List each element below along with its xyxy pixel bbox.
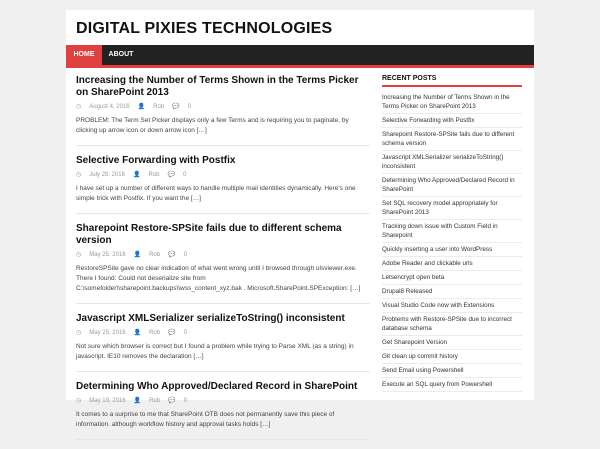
post-date: May 25, 2016 xyxy=(89,330,126,336)
post-excerpt: I have set up a number of different ways to handle multiple mail identities dynamically. Here's one simple trick with Postfix. If you want the […] xyxy=(76,185,356,202)
post-meta xyxy=(76,251,370,260)
recent-post-link[interactable]: Javascript XMLSerializer serializeToString() inconsistent xyxy=(382,151,522,174)
post-author[interactable]: Rob xyxy=(149,330,161,336)
post-title[interactable]: Javascript XMLSerializer serializeToString() inconsistent xyxy=(76,313,345,324)
user-icon: 👤 xyxy=(132,172,141,178)
post-comments[interactable]: 0 xyxy=(182,172,187,178)
recent-post-link[interactable]: Get Sharepoint Version xyxy=(382,336,522,350)
post-item xyxy=(76,381,370,440)
post-excerpt: Not sure which browser is correct but I found a problem while trying to Parse XML (as a string) in javascript. IE10 removes the declaration […] xyxy=(76,343,354,360)
nav-about[interactable]: ABOUT xyxy=(108,51,134,58)
post-comments[interactable]: 0 xyxy=(187,104,191,110)
post-item xyxy=(76,223,370,304)
recent-post-link[interactable]: Execute an SQL query from Powershell xyxy=(382,378,522,392)
post-author[interactable]: Rob xyxy=(148,172,160,178)
post-title[interactable]: Determining Who Approved/Declared Record in SharePoint xyxy=(76,381,358,392)
post-date: May 25, 2016 xyxy=(89,252,126,258)
site-title[interactable]: DIGITAL PIXIES TECHNOLOGIES xyxy=(76,20,333,37)
user-icon: 👤 xyxy=(133,330,142,336)
main-nav xyxy=(66,45,534,68)
clock-icon: ◷ xyxy=(76,398,82,404)
recent-post-link[interactable]: Git clean up commit history xyxy=(382,350,522,364)
post-title[interactable]: Sharepoint Restore-SPSite fails due to different schema version xyxy=(76,223,342,246)
post-comments[interactable]: 0 xyxy=(183,398,187,404)
post-comments[interactable]: 0 xyxy=(183,330,187,336)
recent-post-link[interactable]: Problems with Restore-SPSite due to incorrect database schema xyxy=(382,313,522,336)
recent-post-link[interactable]: Send Email using Powershell xyxy=(382,364,522,378)
clock-icon: ◷ xyxy=(76,172,82,178)
nav-home[interactable]: HOME xyxy=(66,45,102,65)
recent-post-link[interactable]: Selective Forwarding with Postfix xyxy=(382,114,522,128)
post-meta xyxy=(76,171,370,180)
recent-post-link[interactable]: Tracking down issue with Custom Field in Sharepoint xyxy=(382,220,522,243)
comment-icon: 💬 xyxy=(168,330,176,336)
recent-posts-list xyxy=(382,91,522,392)
post-date: August 4, 2016 xyxy=(89,104,130,110)
recent-post-link[interactable]: Increasing the Number of Terms Shown in the Terms Picker on SharePoint 2013 xyxy=(382,91,522,114)
sidebar xyxy=(382,75,522,392)
post-author[interactable]: Rob xyxy=(153,104,165,110)
post-excerpt: PROBLEM: The Term Set Picker displays only a few Terms and is requiring you to paginate, by clicking up arrow icon or down arrow icon […] xyxy=(76,117,349,134)
post-date: May 19, 2016 xyxy=(89,398,126,404)
page-container xyxy=(66,10,534,428)
post-date: July 28, 2016 xyxy=(89,172,125,178)
comment-icon: 💬 xyxy=(168,252,176,258)
recent-post-link[interactable]: Quickly inserting a user into WordPress xyxy=(382,243,522,257)
recent-post-link[interactable]: Visual Studio Code now with Extensions xyxy=(382,299,522,313)
post-list xyxy=(76,75,370,449)
post-item xyxy=(76,155,370,214)
post-title[interactable]: Selective Forwarding with Postfix xyxy=(76,155,236,166)
recent-post-link[interactable]: Determining Who Approved/Declared Record in SharePoint xyxy=(382,174,522,197)
post-item xyxy=(76,75,370,146)
post-title[interactable]: Increasing the Number of Terms Shown in the Terms Picker on SharePoint 2013 xyxy=(76,75,359,98)
clock-icon: ◷ xyxy=(76,330,82,336)
user-icon: 👤 xyxy=(133,398,142,404)
comment-icon: 💬 xyxy=(168,398,176,404)
clock-icon: ◷ xyxy=(76,104,82,110)
post-excerpt: RestoreSPSite gave no clear indication of what went wrong until I browsed through ulsviewer.exe. There I found: Could not deserialize site from C:\somefolder\\sharepoint.backups\\wss_content_xyz.bak . Microsoft.SharePoint.SPException: […] xyxy=(76,265,361,292)
comment-icon: 💬 xyxy=(167,172,175,178)
recent-post-link[interactable]: Drupal8 Released xyxy=(382,285,522,299)
post-excerpt: It comes to a surprise to me that SharePoint OTB does not permanently save this piece of information. although workflow history and approval tasks holds […] xyxy=(76,411,335,428)
recent-post-link[interactable]: Set SQL recovery model appropriately for SharePoint 2013 xyxy=(382,197,522,220)
post-author[interactable]: Rob xyxy=(149,398,161,404)
recent-post-link[interactable]: Letsencrypt open beta xyxy=(382,271,522,285)
user-icon: 👤 xyxy=(137,104,146,110)
post-author[interactable]: Rob xyxy=(149,252,161,258)
clock-icon: ◷ xyxy=(76,252,82,258)
user-icon: 👤 xyxy=(133,252,142,258)
post-comments[interactable]: 0 xyxy=(183,252,187,258)
post-meta xyxy=(76,103,370,112)
post-meta xyxy=(76,397,370,406)
recent-post-link[interactable]: Adobe Reader and clickable urls xyxy=(382,257,522,271)
recent-post-link[interactable]: Sharepoint Restore-SPSite fails due to different schema version xyxy=(382,128,522,151)
recent-posts-heading: RECENT POSTS xyxy=(382,75,522,87)
comment-icon: 💬 xyxy=(172,104,180,110)
post-item xyxy=(76,313,370,372)
post-meta xyxy=(76,329,370,338)
